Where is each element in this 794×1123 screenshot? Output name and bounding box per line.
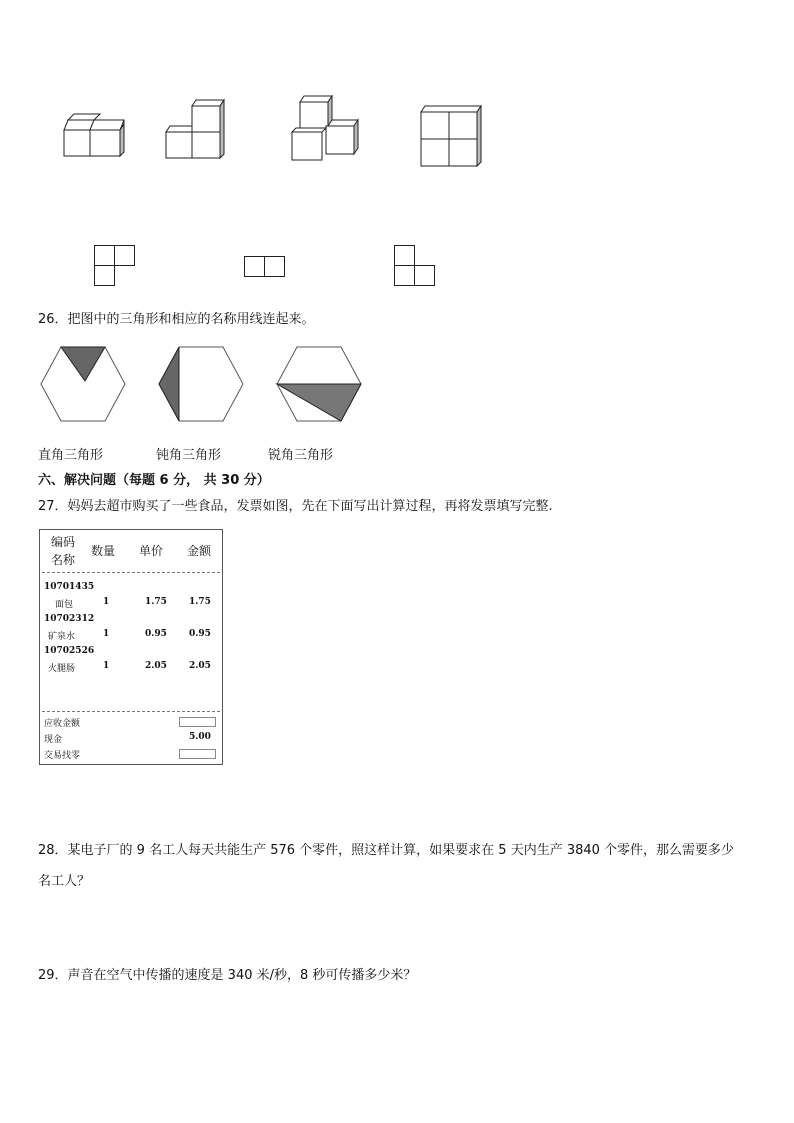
cube-figure-4 (421, 106, 483, 168)
header-unit-price: 单价 (139, 544, 164, 558)
hexagon-right-triangle (40, 346, 126, 422)
question-27: 27．妈妈去超市购买了一些食品，发票如图，先在下面写出计算过程，再将发票填写完整. (38, 499, 553, 514)
change-input-box[interactable] (179, 749, 216, 759)
item-price: 0.95 (145, 629, 167, 639)
header-quantity: 数量 (91, 544, 116, 558)
item-amount: 0.95 (189, 629, 211, 639)
hexagon-obtuse-triangle (158, 346, 244, 422)
header-amount: 金额 (187, 544, 212, 558)
item-amount: 1.75 (189, 597, 211, 607)
cube-figure-1 (64, 112, 126, 158)
item-code: 10702312 (44, 614, 95, 624)
hexagon-acute-triangle (276, 346, 362, 422)
header-code-line1: 编码 (51, 535, 76, 549)
footer-divider (42, 711, 220, 712)
item-name: 矿泉水 (48, 632, 76, 642)
section-6-title: 六、解决问题（每题 6 分， 共 30 分） (38, 473, 270, 488)
question-28-line2: 名工人？ (38, 874, 91, 889)
label-acute-triangle: 锐角三角形 (268, 448, 334, 463)
item-price: 2.05 (145, 661, 167, 671)
item-code: 10701435 (44, 582, 95, 592)
cube-figure-3 (292, 96, 362, 162)
item-name: 火腿肠 (48, 664, 76, 674)
cash-value: 5.00 (189, 732, 211, 742)
label-right-triangle: 直角三角形 (38, 448, 104, 463)
item-price: 1.75 (145, 597, 167, 607)
question-26: 26．把图中的三角形和相应的名称用线连起来。 (38, 312, 315, 327)
item-qty: 1 (103, 661, 110, 671)
cash-label: 现金 (44, 735, 63, 745)
question-29: 29．声音在空气中传播的速度是 340 米/秒，8 秒可传播多少米？ (38, 968, 417, 983)
view-shape-3 (394, 245, 436, 287)
receipt (39, 529, 223, 765)
item-qty: 1 (103, 629, 110, 639)
item-code: 10702526 (44, 646, 95, 656)
view-shape-1 (94, 245, 136, 287)
receivable-label: 应收金额 (44, 719, 81, 729)
view-shape-2 (244, 256, 286, 278)
header-code-line2: 名称 (51, 553, 76, 567)
item-qty: 1 (103, 597, 110, 607)
change-label: 交易找零 (44, 751, 81, 761)
label-obtuse-triangle: 钝角三角形 (156, 448, 222, 463)
receivable-input-box[interactable] (179, 717, 216, 727)
item-name: 面包 (55, 600, 74, 610)
cube-figure-2 (166, 100, 228, 160)
item-amount: 2.05 (189, 661, 211, 671)
header-divider (42, 572, 220, 573)
question-28-line1: 28．某电子厂的 9 名工人每天共能生产 576 个零件，照这样计算，如果要求在 5 天内生产 3840 个零件，那么需要多少 (38, 843, 735, 858)
